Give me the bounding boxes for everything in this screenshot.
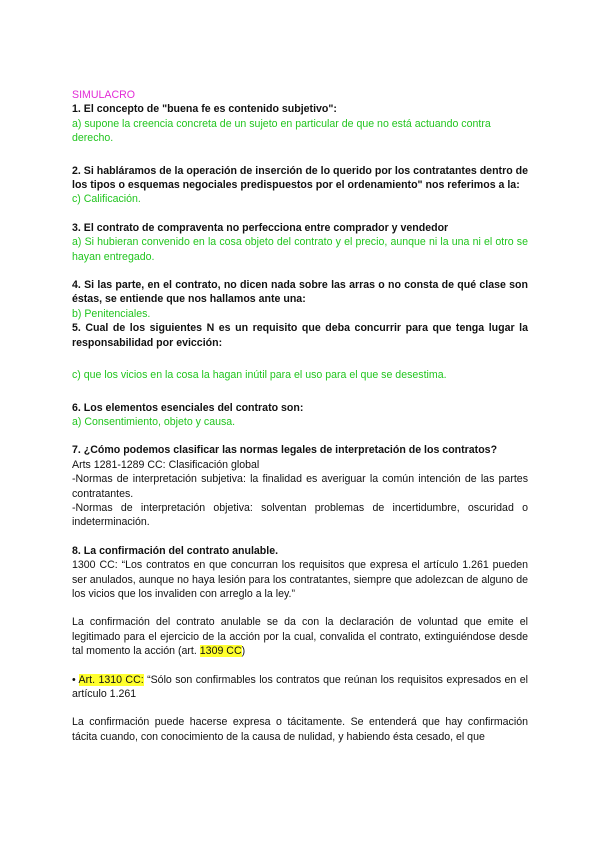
q8-highlight-1309: 1309 CC — [199, 645, 242, 658]
q8-highlight-1310: Art. 1310 CC: — [78, 673, 144, 686]
document-content — [72, 88, 528, 744]
answer-6: a) Consentimiento, objeto y causa. — [72, 415, 236, 428]
q8-art-1310-text: “Sólo son confirmables los contratos que reúnan los requisitos expresados en el artículo 1.261 — [72, 673, 528, 700]
question-1: 1. El concepto de "buena fe es contenido subjetivo": — [72, 103, 337, 116]
question-6: 6. Los elementos esenciales del contrato son: — [72, 401, 304, 414]
q8-tacit-confirmation: La confirmación puede hacerse expresa o tácitamente. Se entenderá que hay confirmación tácita cuando, con conocimiento de la causa de nulidad, y habiendo ésta cesado, el que — [72, 716, 528, 743]
q8-para1-text: La confirmación del contrato anulable se da con la declaración de voluntad que emite el legitimado para el ejercicio de la acción por la cual, convalida el contrato, extinguiéndose desde tal momento la acción (art. — [72, 616, 528, 658]
document-title: SIMULACRO — [72, 89, 135, 101]
question-4: 4. Si las parte, en el contrato, no dicen nada sobre las arras o no consta de qué clase son éstas, se entiende que nos hallamos ante una: — [72, 279, 528, 306]
answer-3: a) Si hubieran convenido en la cosa objeto del contrato y el precio, aunque ni la una ni el otro se hayan entregado. — [72, 236, 528, 263]
answer-2: c) Calificación. — [72, 193, 141, 206]
q7-objective-norms: -Normas de interpretación objetiva: solventan problemas de incertidumbre, oscuridad o indeterminación. — [72, 501, 528, 529]
question-8: 8. La confirmación del contrato anulable. — [72, 544, 279, 557]
question-7: 7. ¿Cómo podemos clasificar las normas legales de interpretación de los contratos? — [72, 444, 498, 457]
question-2: 2. Si habláramos de la operación de inserción de lo querido por los contratantes dentro de los tipos o esquemas negociales predispuestos por el ordenamiento" nos referimos a la: — [72, 164, 528, 192]
question-5: 5. Cual de los siguientes N es un requisito que deba concurrir para que tenga lugar la responsabilidad por evicción: — [72, 322, 528, 349]
q7-subjective-norms: -Normas de interpretación subjetiva: la finalidad es averiguar la común intención de las partes contratantes. — [72, 473, 528, 500]
bullet-icon: • — [72, 673, 79, 686]
answer-5: c) que los vicios en la cosa la hagan inútil para el uso para el que se desestima. — [72, 369, 447, 382]
q8-confirmation-paragraph — [72, 615, 528, 658]
question-3: 3. El contrato de compraventa no perfecciona entre comprador y vendedor — [72, 221, 449, 234]
q7-classification-line: Arts 1281-1289 CC: Clasificación global — [72, 458, 260, 471]
q8-art-1310-bullet — [72, 673, 528, 702]
answer-1: a) supone la creencia concreta de un sujeto en particular de que no está actuando contra derecho. — [72, 117, 491, 145]
q8-art-1300: 1300 CC: “Los contratos en que concurran los requisitos que expresa el artículo 1.261 pueden ser anulados, aunque no haya lesión para los contratantes, siempre que adolezcan de alguno de los vicios que los invaliden con arreglo a la ley.” — [72, 559, 528, 600]
q8-para1-end: ) — [241, 645, 246, 658]
answer-4: b) Penitenciales. — [72, 307, 151, 320]
